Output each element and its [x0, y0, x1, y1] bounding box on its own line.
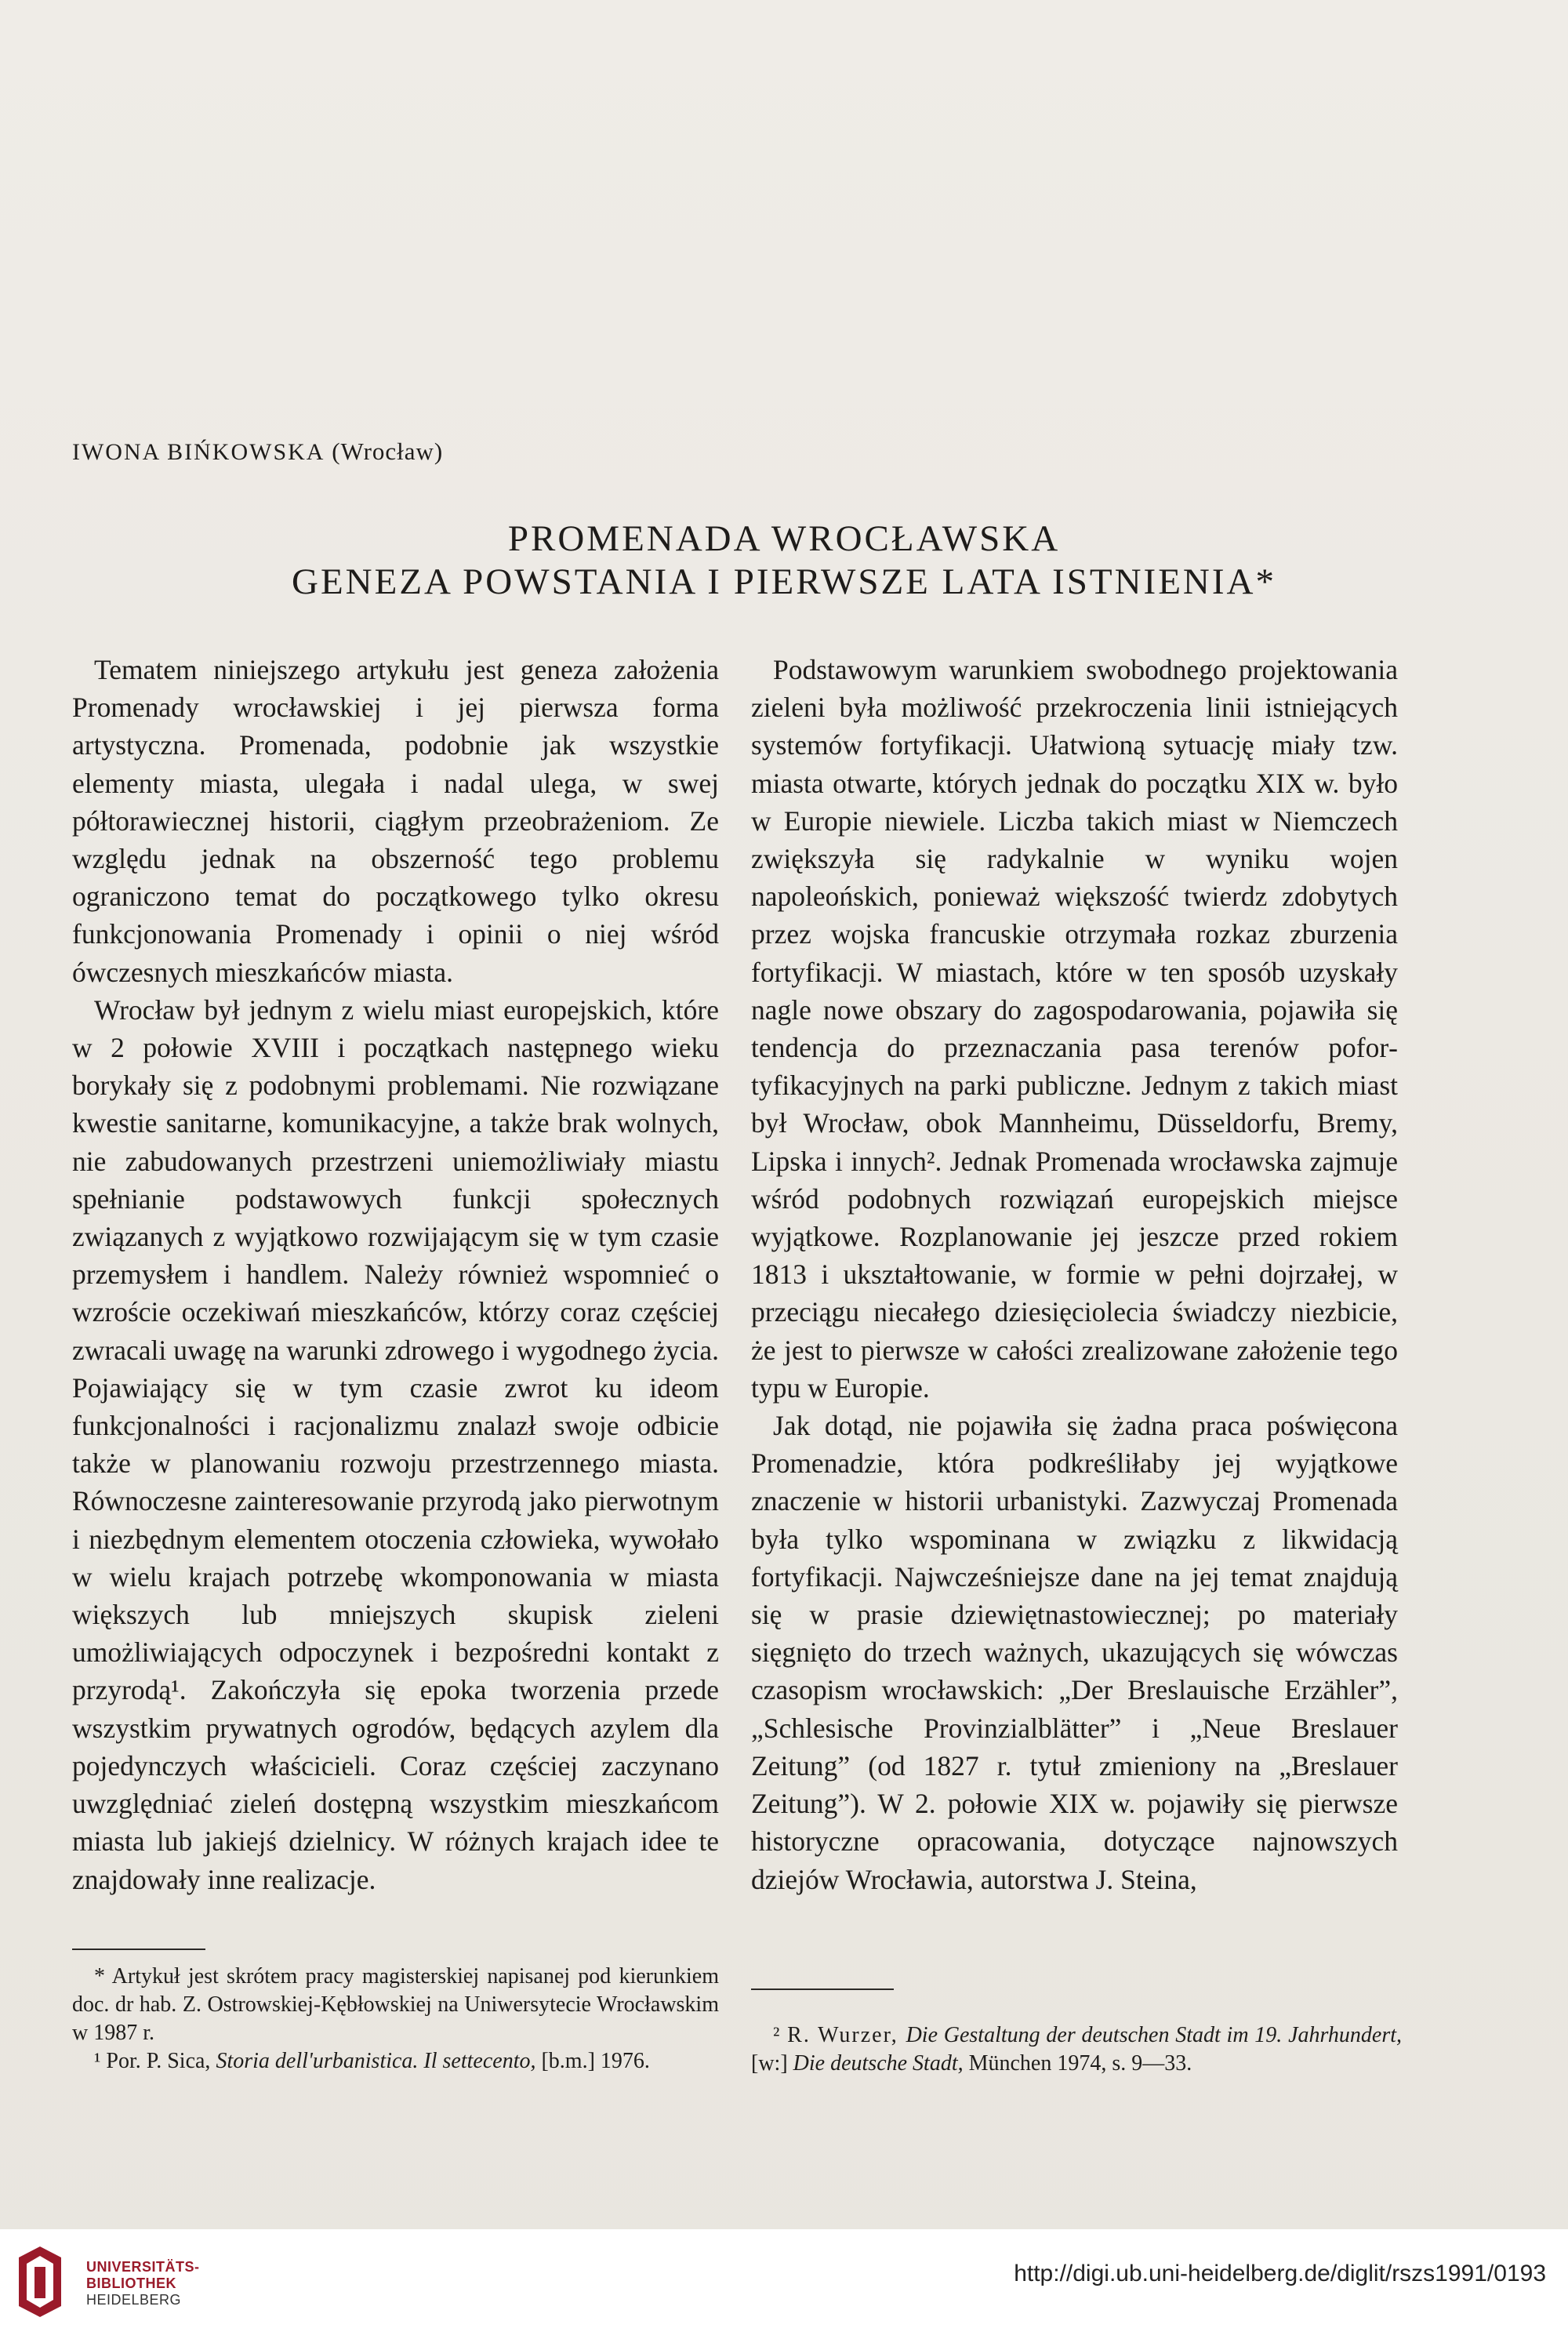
footnote-marker: ² [773, 2023, 780, 2047]
library-logo-icon [16, 2243, 64, 2320]
paragraph: Wrocław był jednym z wielu miast europejskich, które w 2 połowie XVIII i początkach następnego wieku borykały się z podobnymi problemami. Nie rozwiązane kwestie sanitarne, komunikacyjne, a także brak wolnych, nie zabudowanych przestrzeni uniemożliwiały miastu spełnianie podstawowych funkcji społecznych związanych z wyjątkowo rozwijającym się w tym czasie przemysłem i handlem. Należy również wspomnieć o wzroście oczekiwań mieszkańców, którzy coraz częściej zwracali uwagę na warunki zdrowego i wygodnego życia. Pojawiający się w tym czasie zwrot ku ideom funkcjonalności i racjonalizmu znalazł swoje odbicie także w planowaniu rozwoju przestrzennego miasta. Równoczesne zainteresowanie przyrodą jako pierwotnym i niezbędnym elementem otoczenia człowieka, wywołało w wielu krajach potrzebę wkomponowania w miasta większych lub mniejszych skupisk zieleni umożliwiających odpoczynek i bezpośredni kontakt z przyrodą¹. Zakończyła się epoka tworzenia przede wszystkim prywatnych ogrodów, będących azylem dla pojedynczych właścicieli. Coraz częściej zaczynano uwzględniać zieleń dostępną wszystkim mieszkańcom miasta lub jakiejś dzielnicy. W różnych krajach idee te znajdowały inne realizacje. [72, 993, 719, 1895]
library-name-line1: UNIVERSITÄTS- [86, 2259, 200, 2275]
author-name: IWONA BIŃKOWSKA [72, 439, 325, 465]
source-url-link[interactable]: http://digi.ub.uni-heidelberg.de/diglit/rszs1991/0193 [1014, 2261, 1546, 2286]
article-title-line2: GENEZA POWSTANIA I PIERWSZE LATA ISTNIENIA* [292, 561, 1276, 602]
library-name [86, 2259, 200, 2308]
paragraph: Jak dotąd, nie pojawiła się żadna praca poświęcona Promenadzie, która podkreśliłaby jej wyjątkowe znaczenie w historii urbanistyki. Zazwyczaj Promenada była tylko wspominana w związku z likwidacją fortyfikacji. Najwcześniejsze dane na jej temat znajdują się w prasie dziewiętnastowiecznej; po materiały sięgnięto do trzech ważnych, ukazujących się wówczas czasopism wrocławskich: „Der Breslauische Erzähler”, „Schlesische Provinzialblätter” i „Neue Breslauer Zeitung” (od 1827 r. tytuł zmieniony na „Breslauer Zeitung”). W 2. połowie XIX w. pojawiły się pierwsze historyczne opracowania, dotyczące najnowszych dziejów Wrocławia, autorstwa J. Steina, [751, 1410, 1398, 1895]
right-column [751, 651, 1398, 1898]
footnote-separator [72, 1949, 205, 1950]
author-affiliation: (Wrocław) [332, 438, 444, 465]
footnote-text: [w:] [751, 2051, 793, 2076]
paragraph: Podstawowym warunkiem swobodnego projektowania zieleni była możliwość przekroczenia linii istniejących systemów fortyfikacji. Ułatwioną sytuację miały tzw. miasta otwarte, których jednak do początku XIX w. było w Europie niewiele. Liczba takich miast w Niemczech zwiększyła się radykalnie w wyniku wojen napoleońskich, ponieważ większość twierdz zdobytych przez wojska francuskie otrzymała rozkaz zburzenia fortyfikacji. W miastach, które w ten sposób uzyskały nagle nowe obszary do zagospodarowania, pojawiła się tendencja do przeznaczania pasa terenów pofortyfikacyjnych na parki publiczne. Jednym z takich miast był Wrocław, obok Mannheimu, Düsseldorfu, Bremy, Lipska i innych². Jednak Promenada wrocławska zajmuje wśród podobnych rozwiązań europejskich miejsce wyjątkowe. Rozplanowanie jej jeszcze przed rokiem 1813 i ukształtowanie, w formie w pełni dojrzałej, w przeciągu niecałego dziesięciolecia świadczy niezbicie, że jest to pierwsze w całości zrealizowane założenie tego typu w Europie. [751, 654, 1398, 1404]
footnote-title: Die Gestaltung der deutschen Stadt im 19. Jahrhundert, [906, 2023, 1402, 2047]
paragraph: Tematem niniejszego artykułu jest geneza założenia Promenady wrocławskiej i jej pierwsza forma artystyczna. Promenada, podobnie jak wszystkie elementy miasta, ulegała i nadal ulega, w swej półtorawiecznej historii, ciągłym przeobrażeniom. Ze względu jednak na obszerność tego problemu ograniczono temat do początkowego tylko okresu funkcjonowania Promenady i opinii o niej wśród ówczesnych mieszkańców miasta. [72, 654, 719, 988]
footnote-marker: ¹ [94, 2049, 101, 2073]
footnote-author: R. Wurzer, [779, 2023, 906, 2047]
library-name-line2: BIBLIOTHEK [86, 2275, 176, 2291]
footnotes-right [751, 2021, 1402, 2078]
footnote-title: Storia dell'urbanistica. Il settecento, [216, 2049, 536, 2073]
footnote-text: München 1974, s. 9—33. [963, 2051, 1192, 2076]
footnote-2 [751, 2021, 1402, 2078]
footnote-text: Por. P. Sica, [100, 2049, 216, 2073]
footnote-text: [b.m.] 1976. [535, 2049, 650, 2073]
footnotes-left [72, 1963, 719, 2076]
footnote-1 [72, 2047, 719, 2076]
footnote-title: Die deutsche Stadt, [793, 2051, 964, 2076]
footnote-star: * Artykuł jest skrótem pracy magisterskiej napisanej pod kierunkiem doc. dr hab. Z. Ostrowskiej-Kębłowskiej na Uniwersytecie Wrocławskim w 1987 r. [72, 1964, 719, 2045]
footnote-separator [751, 1989, 894, 1990]
author-line [72, 438, 443, 466]
library-name-line3: HEIDELBERG [86, 2292, 182, 2308]
library-footer [0, 2229, 1568, 2339]
article-title-line1: PROMENADA WROCŁAWSKA [507, 518, 1061, 559]
left-column [72, 651, 719, 1898]
